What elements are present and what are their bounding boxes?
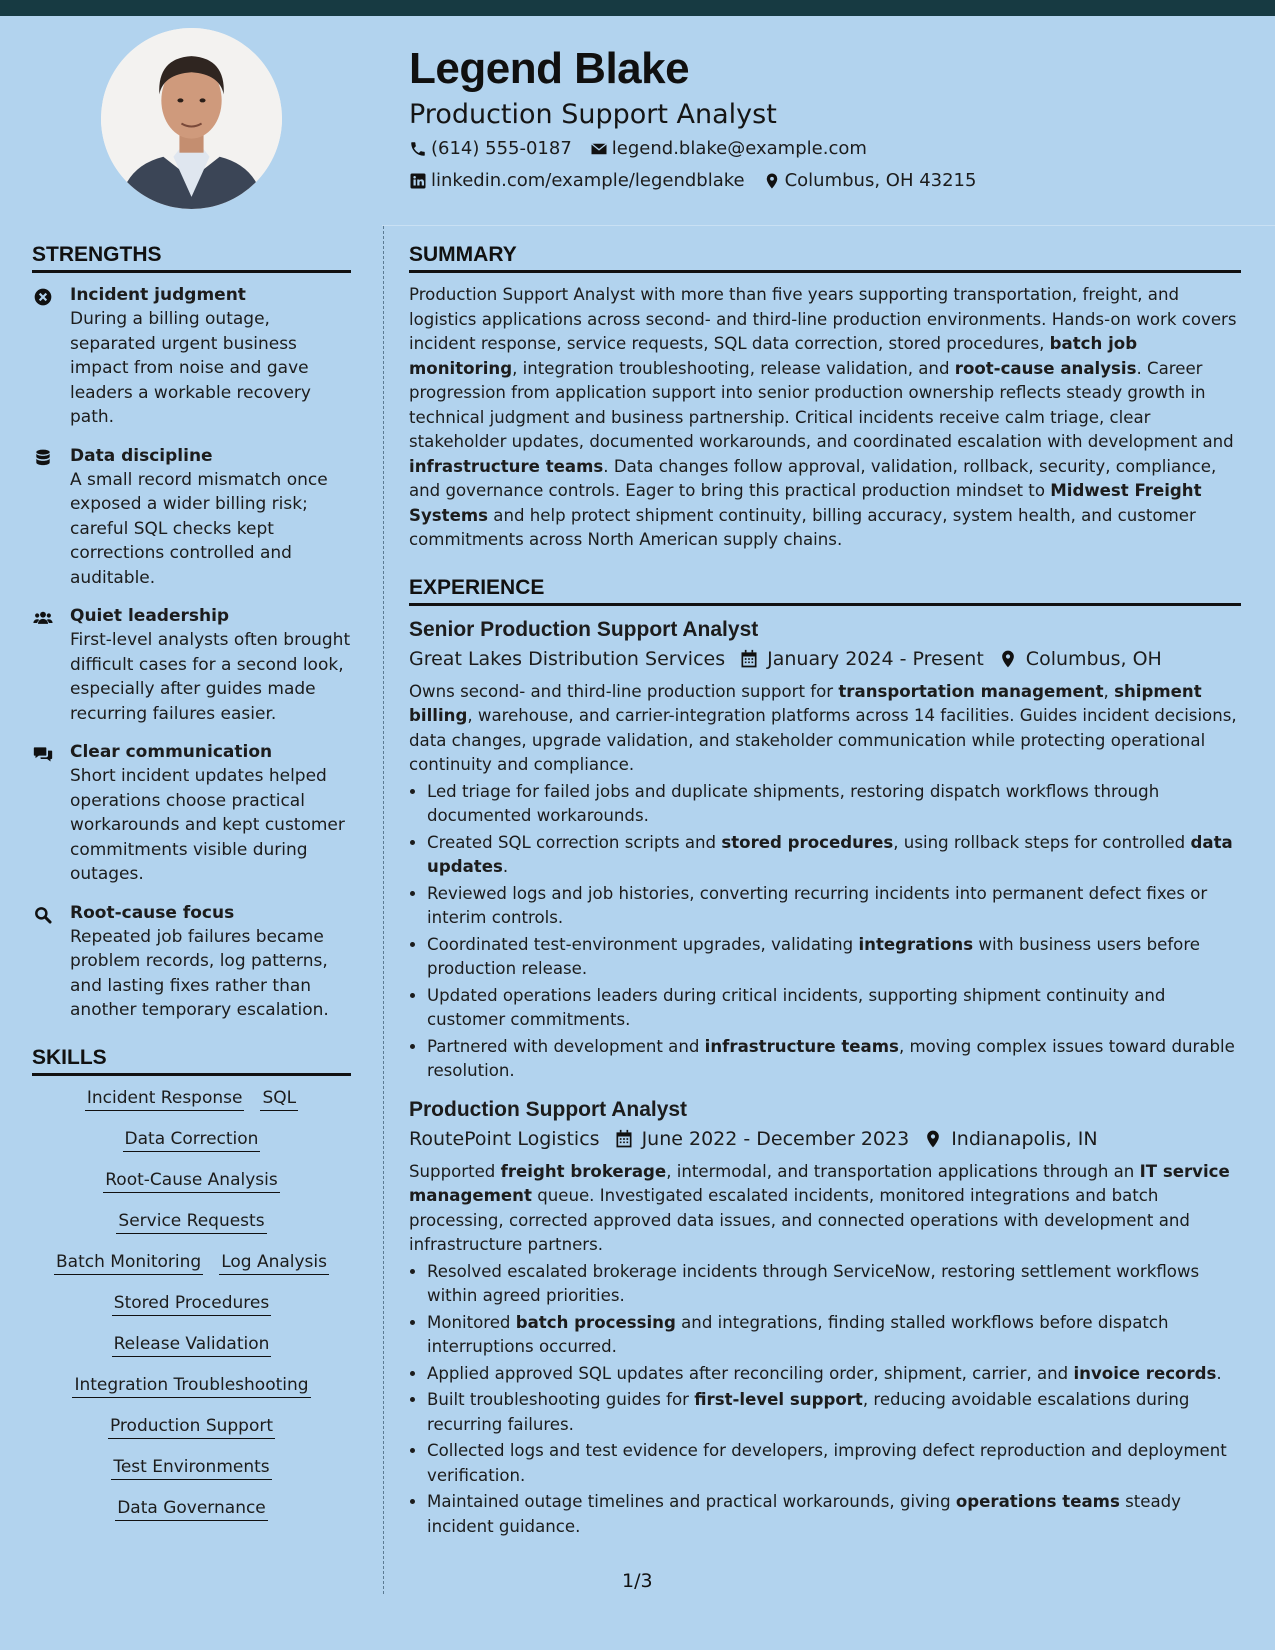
skill-row — [32, 1332, 351, 1357]
header-divider — [382, 225, 1275, 226]
text-run: queue. Investigated escalated incidents, monitored integrations and batch processing, corrected approved data issues, and connected operations with development and infrastructure partners. — [409, 1186, 1190, 1254]
job-bullet — [427, 1388, 1241, 1437]
skill-row — [32, 1250, 351, 1275]
database-icon — [32, 448, 54, 468]
avatar — [101, 28, 282, 209]
job-bullets — [409, 1260, 1241, 1540]
linkedin-text: linkedin.com/example/legendblake — [431, 170, 745, 191]
skills-list — [32, 1086, 351, 1521]
linkedin-icon — [409, 172, 427, 190]
text-run: Built troubleshooting guides for — [427, 1390, 695, 1409]
text-run: and help protect shipment continuity, billing accuracy, system health, and customer commitments across North American supply chains. — [409, 505, 1196, 549]
skills-heading: SKILLS — [32, 1043, 351, 1076]
job-bullet — [427, 1490, 1241, 1539]
job-bullets — [409, 780, 1241, 1084]
job-bullet — [427, 831, 1241, 880]
emphasis-text: freight brokerage — [500, 1161, 667, 1181]
skill-tag: Log Analysis — [219, 1250, 329, 1275]
text-run: Coordinated test-environment upgrades, validating — [427, 934, 859, 954]
skill-row — [32, 1127, 351, 1152]
text-run: Monitored — [427, 1312, 516, 1332]
page-number: 1/3 — [622, 1570, 653, 1592]
experience-heading: EXPERIENCE — [409, 573, 1241, 606]
job-location: Indianapolis, IN — [923, 1124, 1097, 1154]
text-run: Partnered with development and — [427, 1036, 705, 1056]
text-run: , moving complex issues toward durable resolution. — [427, 1036, 1235, 1080]
strength-desc: During a billing outage, separated urgent business impact from noise and gave leaders a workable recovery path. — [70, 309, 311, 427]
strength-item — [32, 901, 351, 1023]
chat-bubbles-icon — [32, 744, 54, 764]
emphasis-text: infrastructure teams — [704, 1036, 899, 1056]
strength-title: Data discipline — [70, 445, 213, 466]
summary-heading: SUMMARY — [409, 240, 1241, 273]
job-bullet — [427, 1260, 1241, 1309]
candidate-title: Production Support Analyst — [409, 99, 777, 130]
text-run: Led triage for failed jobs and duplicate shipments, restoring dispatch workflows through documented workarounds. — [427, 781, 1160, 825]
text-run: Applied approved SQL updates after reconciling order, shipment, carrier, and — [427, 1363, 1074, 1383]
skill-tag: Data Correction — [123, 1127, 261, 1152]
skill-tag: Stored Procedures — [112, 1291, 271, 1316]
phone-contact[interactable] — [409, 134, 572, 164]
location-text: Columbus, OH 43215 — [784, 170, 977, 191]
emphasis-text: shipment billing — [409, 681, 1202, 725]
top-accent-bar — [0, 0, 1275, 16]
skill-row — [32, 1168, 351, 1193]
right-column — [409, 240, 1241, 1541]
summary-text — [409, 283, 1241, 553]
emphasis-text: stored procedures — [721, 832, 894, 852]
emphasis-text: batch processing — [515, 1312, 676, 1332]
strength-desc: A small record mismatch once exposed a wider billing risk; careful SQL checks kept corrections controlled and auditable. — [70, 469, 328, 588]
map-pin-icon — [763, 172, 781, 190]
text-run: Owns second- and third-line production support for — [409, 681, 839, 701]
strength-desc: Repeated job failures became problem records, log patterns, and lasting fixes rather than another temporary escalation. — [70, 926, 329, 1020]
text-run: Collected logs and test evidence for developers, improving defect reproduction and deployment verification. — [427, 1441, 1227, 1485]
text-run: . — [502, 857, 509, 876]
strengths-heading: STRENGTHS — [32, 240, 351, 273]
candidate-name: Legend Blake — [409, 44, 690, 93]
strength-title: Quiet leadership — [70, 606, 230, 626]
column-divider — [383, 226, 384, 1594]
strength-title: Incident judgment — [70, 285, 246, 305]
text-run: Created SQL correction scripts and — [427, 832, 722, 852]
job-meta — [409, 1124, 1241, 1154]
text-run: , integration troubleshooting, release validation, and — [512, 358, 955, 378]
emphasis-text: Midwest Freight Systems — [409, 481, 1202, 525]
skill-tag: Batch Monitoring — [54, 1250, 203, 1275]
strength-item — [32, 444, 351, 591]
map-pin-icon — [923, 1129, 943, 1149]
job-bullet — [427, 1311, 1241, 1360]
linkedin-contact[interactable] — [409, 166, 745, 196]
job-meta — [409, 644, 1241, 674]
emphasis-text: operations teams — [955, 1492, 1120, 1511]
text-run: Production Support Analyst with more than five years supporting transportation, freight, and logistics applications across second- and third-line production environments. Hands-on work covers incident response, service requests, SQL data correction, stored procedures, — [409, 285, 1237, 353]
emphasis-text: IT service management — [409, 1161, 1230, 1205]
job-bullet — [427, 882, 1241, 931]
skill-tag: Service Requests — [116, 1209, 266, 1234]
strength-item — [32, 283, 351, 430]
job-entry — [409, 1096, 1241, 1540]
text-run: and integrations, finding stalled workflows before dispatch interruptions occurred. — [427, 1312, 1169, 1356]
experience-list — [409, 616, 1241, 1540]
text-run: Resolved escalated brokerage incidents through ServiceNow, restoring settlement workflows within agreed priorities. — [427, 1261, 1200, 1305]
skill-tag: Test Environments — [111, 1455, 271, 1480]
text-run: , — [1103, 681, 1115, 701]
emphasis-text: invoice records — [1073, 1363, 1217, 1383]
job-company: Great Lakes Distribution Services — [409, 647, 726, 670]
skill-row — [32, 1455, 351, 1480]
skill-row — [32, 1496, 351, 1521]
phone-icon — [409, 140, 427, 158]
text-run: steady incident guidance. — [427, 1492, 1182, 1536]
email-text: legend.blake@example.com — [611, 138, 867, 159]
emphasis-text: integrations — [858, 934, 974, 954]
skill-row — [32, 1291, 351, 1316]
job-title: Production Support Analyst — [409, 1097, 688, 1121]
job-bullet — [427, 780, 1241, 829]
strength-item — [32, 740, 351, 887]
job-bullet — [427, 1362, 1241, 1387]
text-run: with business users before production release. — [427, 934, 1200, 978]
x-circle-icon — [32, 287, 54, 307]
strength-item — [32, 604, 351, 726]
skill-tag: Release Validation — [112, 1332, 272, 1357]
job-title: Senior Production Support Analyst — [409, 617, 759, 641]
users-icon — [32, 608, 54, 628]
skill-row — [32, 1373, 351, 1398]
job-bullet — [427, 933, 1241, 982]
text-run: . — [1216, 1363, 1222, 1383]
emphasis-text: transportation management — [838, 681, 1104, 701]
map-pin-icon — [998, 649, 1018, 669]
skill-tag: Integration Troubleshooting — [72, 1373, 310, 1398]
calendar-icon — [739, 649, 759, 669]
text-run: , reducing avoidable escalations during recurring failures. — [427, 1390, 1190, 1434]
job-description — [409, 1160, 1241, 1258]
job-dates: June 2022 - December 2023 — [614, 1124, 910, 1154]
text-run: . Career progression from application support into senior production ownership reflects steady growth in technical judgment and business partnership. Critical incidents receive calm triage, clear stakeholder updates, documented workarounds, and coordinated escalation with development and — [409, 358, 1234, 451]
calendar-icon — [614, 1129, 634, 1149]
job-location: Columbus, OH — [998, 644, 1162, 674]
location-contact — [763, 166, 977, 196]
job-dates: January 2024 - Present — [739, 644, 984, 674]
skill-row — [32, 1414, 351, 1439]
skill-tag: Root-Cause Analysis — [103, 1168, 279, 1193]
resume-header — [409, 40, 1249, 196]
text-run: , using rollback steps for controlled — [893, 832, 1191, 852]
contact-row-1 — [409, 134, 1249, 164]
job-company: RoutePoint Logistics — [409, 1127, 600, 1150]
emphasis-text: batch job monitoring — [409, 334, 1138, 378]
job-bullet — [427, 984, 1241, 1033]
strength-desc: Short incident updates helped operations choose practical workarounds and kept customer commitments visible during outages. — [70, 766, 345, 884]
strength-desc: First-level analysts often brought difficult cases for a second look, especially after guides made recurring failures easier. — [70, 630, 351, 724]
contact-row-2 — [409, 166, 1249, 196]
emphasis-text: data updates — [427, 832, 1233, 876]
skill-tag: Incident Response — [85, 1086, 245, 1111]
profile-photo — [101, 28, 282, 209]
text-run: Updated operations leaders during critical incidents, supporting shipment continuity and customer commitments. — [427, 985, 1166, 1029]
strength-title: Root-cause focus — [70, 902, 235, 923]
skill-row — [32, 1086, 351, 1111]
emphasis-text: first-level support — [694, 1390, 863, 1409]
skill-row — [32, 1209, 351, 1234]
text-run: Reviewed logs and job histories, converting recurring incidents into permanent defect fixes or interim controls. — [427, 883, 1208, 927]
text-run: Supported — [409, 1161, 501, 1181]
job-entry — [409, 616, 1241, 1084]
text-run: Maintained outage timelines and practical workarounds, giving — [427, 1492, 956, 1511]
skill-tag: Production Support — [108, 1414, 275, 1439]
job-bullet — [427, 1439, 1241, 1488]
text-run: . Data changes follow approval, validation, rollback, security, compliance, and governance controls. Eager to bring this practical production mindset to — [409, 456, 1217, 500]
left-column — [32, 240, 351, 1537]
skill-tag: SQL — [260, 1086, 298, 1111]
text-run: , warehouse, and carrier-integration platforms across 14 facilities. Guides incident decisions, data changes, upgrade validation, and stakeholder communication while protecting operational continuity and compliance. — [409, 706, 1237, 774]
skill-tag: Data Governance — [115, 1496, 268, 1521]
search-icon — [32, 905, 54, 925]
job-bullet — [427, 1035, 1241, 1084]
job-description — [409, 680, 1241, 778]
emphasis-text: infrastructure teams — [409, 456, 604, 476]
strength-title: Clear communication — [70, 742, 273, 762]
phone-text: (614) 555-0187 — [431, 138, 572, 159]
text-run: , intermodal, and transportation applications through an — [666, 1161, 1140, 1181]
email-contact[interactable] — [590, 134, 867, 164]
emphasis-text: root-cause analysis — [954, 358, 1137, 378]
envelope-icon — [590, 140, 608, 158]
